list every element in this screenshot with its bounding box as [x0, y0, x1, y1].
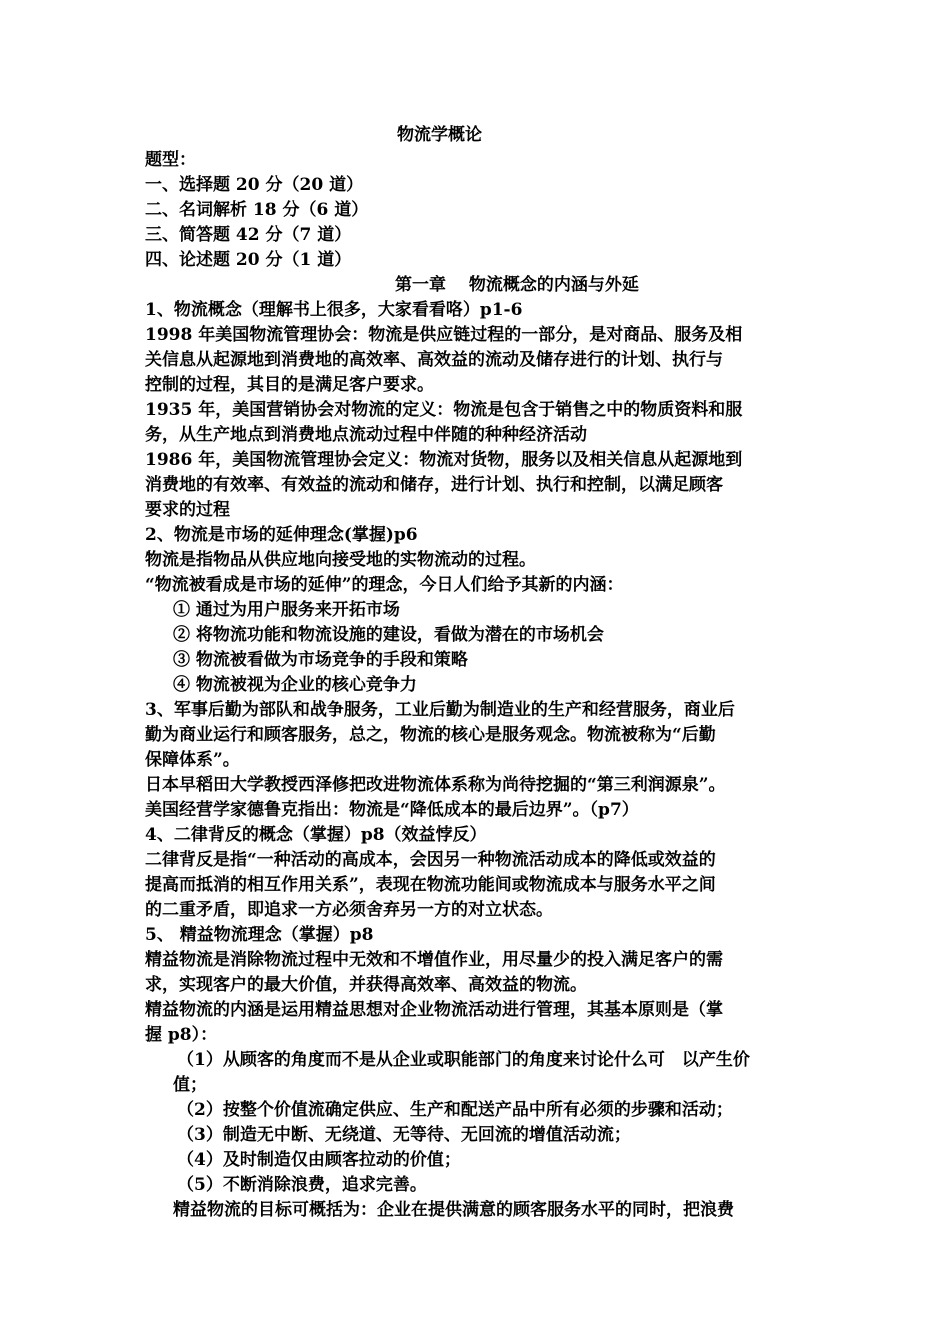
text-line: 1998 年美国物流管理协会：物流是供应链过程的一部分，是对商品、服务及相 [145, 325, 743, 345]
text-line: 1、物流概念（理解书上很多，大家看看咯）p1-6 [145, 300, 523, 320]
principle-item: （5）不断消除浪费，追求完善。 [177, 1175, 427, 1195]
text-line: 精益物流的内涵是运用精益思想对企业物流活动进行管理，其基本原则是（掌 [145, 1000, 723, 1020]
text-line: 保障体系”。 [145, 750, 240, 770]
principle-item-continuation: 值； [173, 1075, 207, 1095]
text-line: 二律背反是指“一种活动的高成本，会因另一种物流活动成本的降低或效益的 [145, 850, 716, 870]
question-type-item: 一、选择题 20 分（20 道） [145, 175, 364, 195]
text-line: 务，从生产地点到消费地点流动过程中伴随的种种经济活动 [145, 425, 587, 445]
text-line: 勤为商业运行和顾客服务，总之，物流的核心是服务观念。物流被称为“后勤 [145, 725, 716, 745]
document-title: 物流学概论 [397, 125, 482, 145]
document-body [145, 123, 825, 1223]
text-line: 1935 年，美国营销协会对物流的定义：物流是包含于销售之中的物质资料和服 [145, 400, 743, 420]
principle-item: （3）制造无中断、无绕道、无等待、无回流的增值活动流； [177, 1125, 631, 1145]
question-type-item: 三、简答题 42 分（7 道） [145, 225, 352, 245]
text-line: 美国经营学家德鲁克指出：物流是“降低成本的最后边界”。（p7） [145, 800, 639, 820]
text-line: 提高而抵消的相互作用关系”，表现在物流功能间或物流成本与服务水平之间 [145, 875, 716, 895]
principle-item: （4）及时制造仅由顾客拉动的价值； [177, 1150, 461, 1170]
text-line: 消费地的有效率、有效益的流动和储存，进行计划、执行和控制，以满足顾客 [145, 475, 723, 495]
text-line: 控制的过程，其目的是满足客户要求。 [145, 375, 434, 395]
text-line: 1986 年，美国物流管理协会定义：物流对货物，服务以及相关信息从起源地到 [145, 450, 743, 470]
text-line: 精益物流是消除物流过程中无效和不增值作业，用尽量少的投入满足客户的需 [145, 950, 723, 970]
principle-item: （1）从顾客的角度而不是从企业或职能部门的角度来讨论什么可 以产生价 [177, 1050, 750, 1070]
text-line: 要求的过程 [145, 500, 230, 520]
chapter-heading: 第一章 物流概念的内涵与外延 [395, 275, 639, 295]
principle-item: （2）按整个价值流确定供应、生产和配送产品中所有必须的步骤和活动； [177, 1100, 733, 1120]
text-line: 物流是指物品从供应地向接受地的实物流动的过程。 [145, 550, 536, 570]
text-line: 3、军事后勤为部队和战争服务，工业后勤为制造业的生产和经营服务，商业后 [145, 700, 735, 720]
question-type-item: 二、名词解析 18 分（6 道） [145, 200, 369, 220]
question-type-item: 四、论述题 20 分（1 道） [145, 250, 352, 270]
text-line: 关信息从起源地到消费地的高效率、高效益的流动及储存进行的计划、执行与 [145, 350, 723, 370]
text-line: “物流被看成是市场的延伸”的理念，今日人们给予其新的内涵： [145, 575, 624, 595]
text-line: 日本早稻田大学教授西泽修把改进物流体系称为尚待挖掘的“第三利润源泉”。 [145, 775, 726, 795]
text-line: 握 p8）： [145, 1025, 218, 1045]
text-line: 的二重矛盾，即追求一方必须舍弃另一方的对立状态。 [145, 900, 553, 920]
circle-list-item: ① 通过为用户服务来开拓市场 [173, 600, 400, 620]
question-types-label: 题型： [145, 150, 196, 170]
text-line: 求，实现客户的最大价值，并获得高效率、高效益的物流。 [145, 975, 587, 995]
circle-list-item: ③ 物流被看做为市场竞争的手段和策略 [173, 650, 468, 670]
text-line: 4、二律背反的概念（掌握）p8（效益悖反） [145, 825, 487, 845]
circle-list-item: ② 将物流功能和物流设施的建设，看做为潜在的市场机会 [173, 625, 604, 645]
text-line: 5、 精益物流理念（掌握）p8 [145, 925, 374, 945]
goal-line: 精益物流的目标可概括为：企业在提供满意的顾客服务水平的同时，把浪费 [173, 1200, 734, 1220]
text-line: 2、物流是市场的延伸理念(掌握)p6 [145, 525, 418, 545]
circle-list-item: ④ 物流被视为企业的核心竞争力 [173, 675, 417, 695]
